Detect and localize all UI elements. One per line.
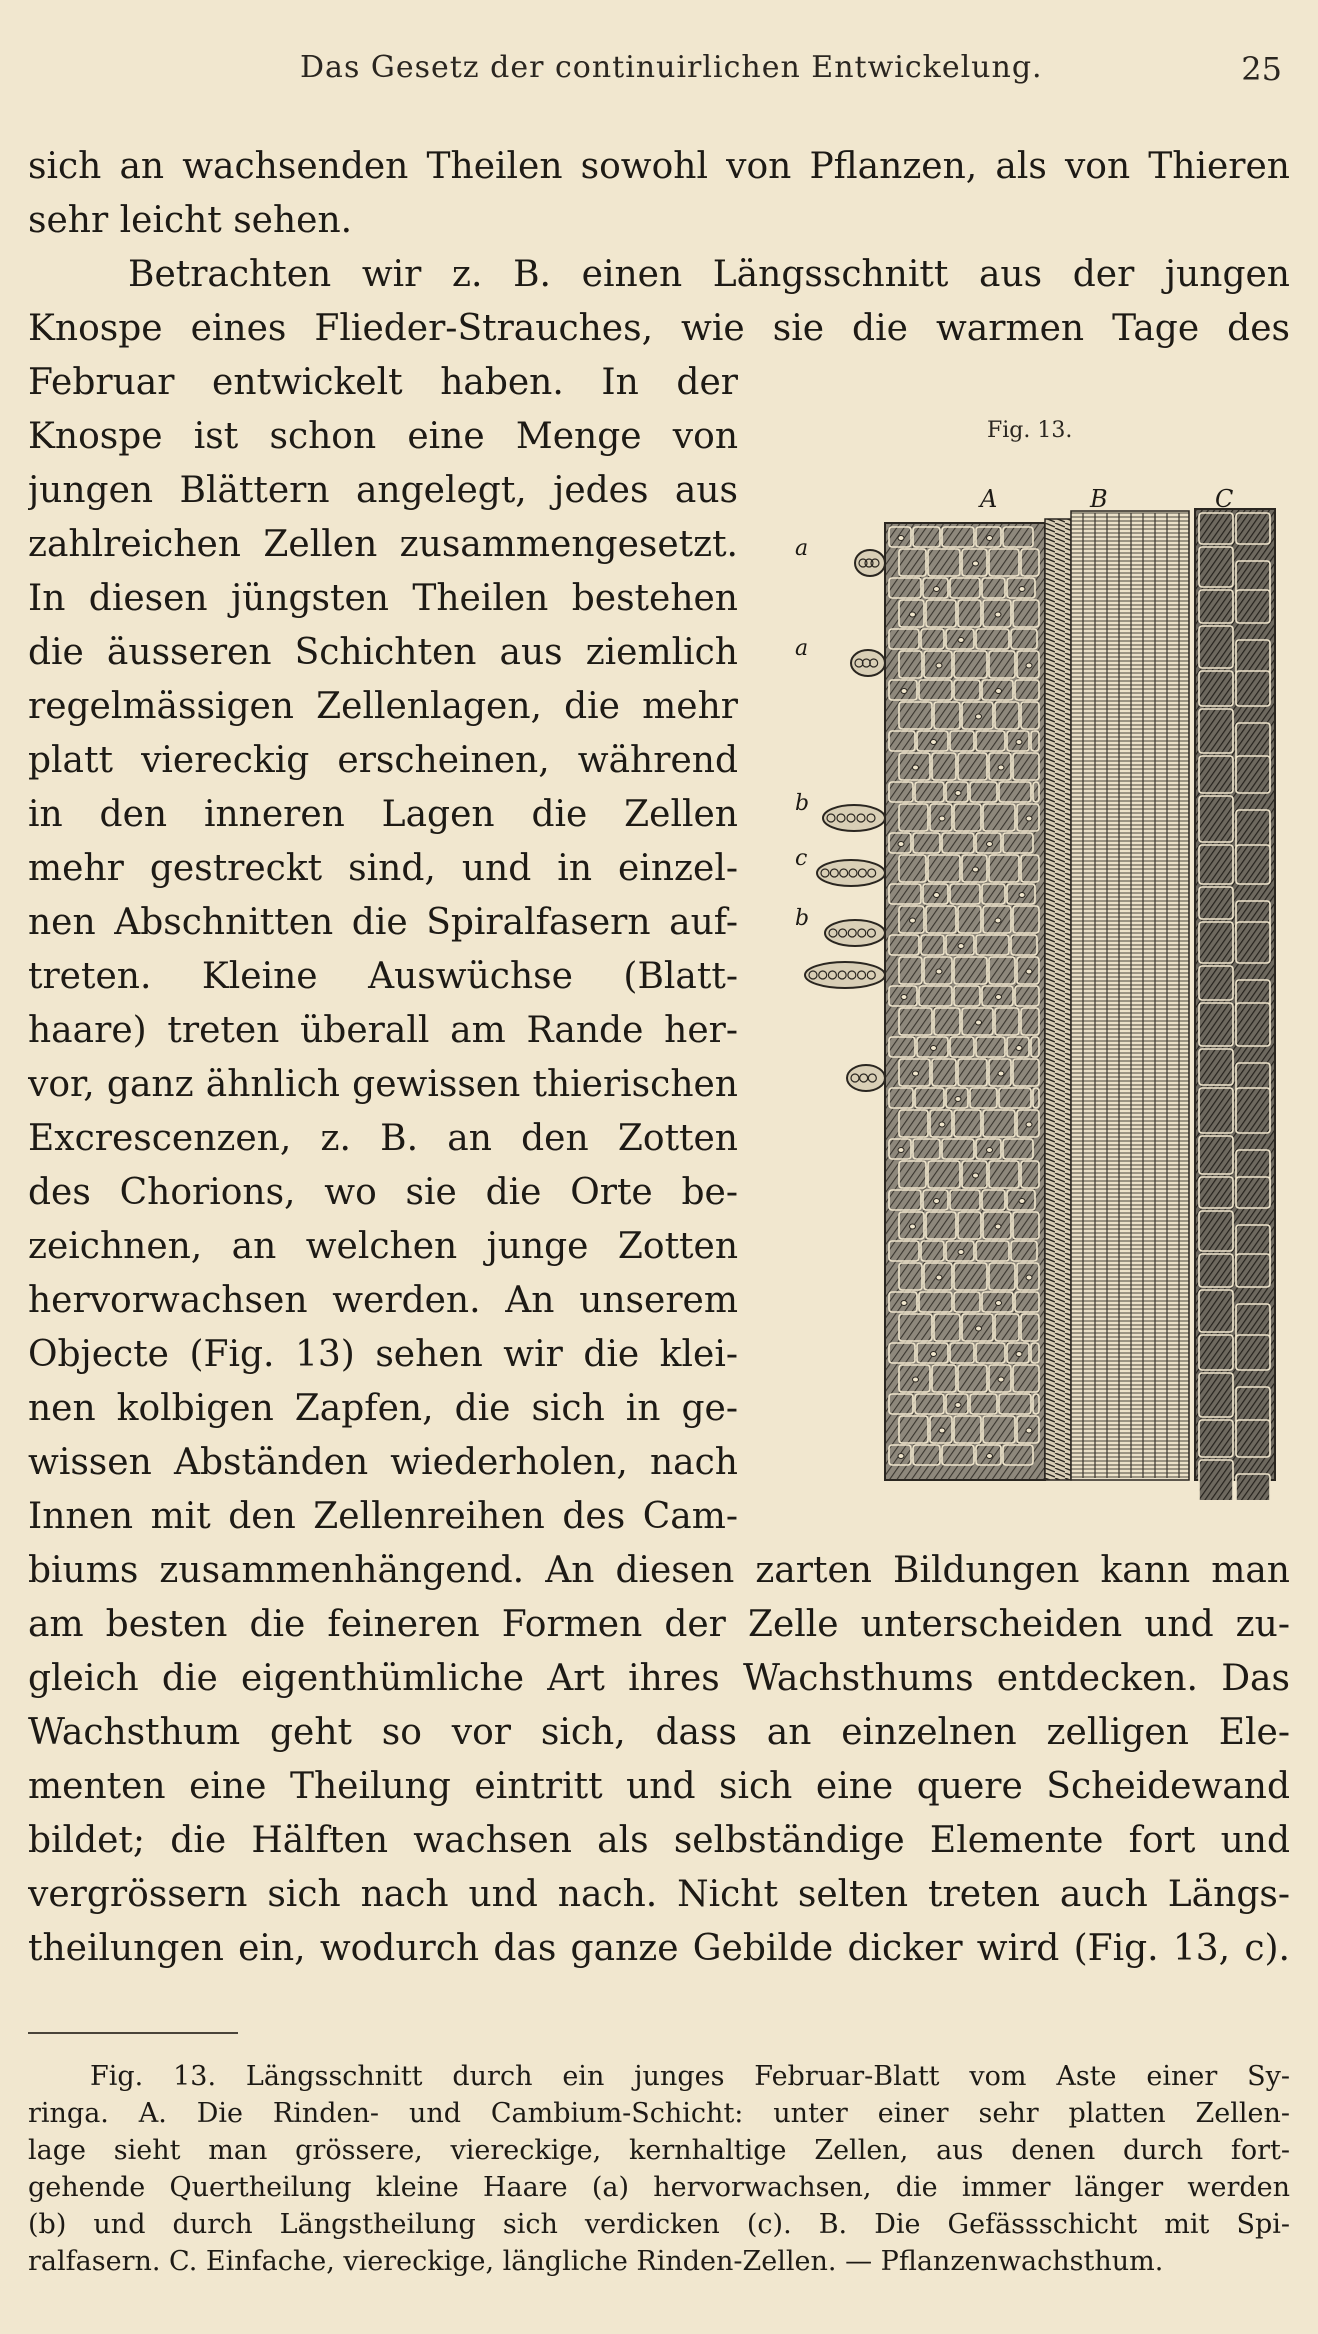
text-line: regelmässigen Zellenlagen, die mehr [28, 686, 738, 727]
page-number: 25 [1241, 50, 1282, 88]
leaf-hair [805, 962, 885, 988]
text-line: Knospe eines Flieder-Strauches, wie sie die warmen Tage des [28, 308, 1290, 349]
text-line: jungen Blättern angelegt, jedes aus [28, 470, 738, 511]
vascular-layer-b [1045, 511, 1189, 1480]
text-line: platt viereckig erscheinen, während [28, 740, 738, 781]
leaf-hair [823, 805, 885, 831]
running-title: Das Gesetz der continuirlichen Entwickelung. [300, 50, 1043, 85]
figure-13 [795, 418, 1290, 1500]
figure-caption-label: Fig. 13. [987, 418, 1073, 443]
footnote-line: Fig. 13. Längsschnitt durch ein junges Februar-Blatt vom Aste einer Sy- [90, 2061, 1290, 2092]
text-line: sich an wachsenden Theilen sowohl von Pflanzen, als von Thieren [28, 146, 1290, 187]
text-line: theilungen ein, wodurch das ganze Gebilde dicker wird (Fig. 13, c). [28, 1928, 1290, 1969]
text-line: wissen Abständen wiederholen, nach [28, 1442, 738, 1483]
footnote-rule [28, 2032, 238, 2034]
text-line: haare) treten überall am Rande her- [28, 1010, 738, 1051]
figure-column-label: A [980, 485, 998, 513]
text-line: Wachsthum geht so vor sich, dass an einzelnen zelligen Ele- [28, 1712, 1290, 1753]
footnote [28, 2058, 1290, 2280]
footnote-line: ralfasern. C. Einfache, viereckige, längliche Rinden-Zellen. — Pflanzenwachsthum. [28, 2246, 1164, 2277]
text-line: mehr gestreckt sind, und in einzel- [28, 848, 738, 889]
text-line: Knospe ist schon eine Menge von [28, 416, 738, 457]
text-line: Februar entwickelt haben. In der [28, 362, 738, 403]
text-line: hervorwachsen werden. An unserem [28, 1280, 738, 1321]
text-line: zahlreichen Zellen zusammengesetzt. [28, 524, 738, 565]
text-line: In diesen jüngsten Theilen bestehen [28, 578, 738, 619]
text-line: zeichnen, an welchen junge Zotten [28, 1226, 738, 1267]
leaf-hairs [805, 550, 885, 1091]
figure-column-label: C [1215, 485, 1234, 513]
footnote-line: gehende Quertheilung kleine Haare (a) hervorwachsen, die immer länger werden [28, 2172, 1290, 2203]
text-line: nen kolbigen Zapfen, die sich in ge- [28, 1388, 738, 1429]
footnote-line: lage sieht man grössere, viereckige, kernhaltige Zellen, aus denen durch fort- [28, 2135, 1290, 2166]
text-line: des Chorions, wo sie die Orte be- [28, 1172, 738, 1213]
text-line: die äusseren Schichten aus ziemlich [28, 632, 738, 673]
text-line: am besten die feineren Formen der Zelle unterscheiden und zu- [28, 1604, 1290, 1645]
text-line: sehr leicht sehen. [28, 200, 353, 241]
text-line: Innen mit den Zellenreihen des Cam- [28, 1496, 738, 1537]
figure-hair-label: b [795, 906, 810, 931]
text-line: nen Abschnitten die Spiralfasern auf- [28, 902, 738, 943]
text-line: biums zusammenhängend. An diesen zarten Bildungen kann man [28, 1550, 1290, 1591]
leaf-hair [847, 1065, 885, 1091]
leaf-hair [851, 650, 885, 676]
cambium-layer-a [885, 523, 1045, 1480]
figure-column-label: B [1090, 485, 1108, 513]
leaf-hair [817, 860, 885, 886]
text-line: vor, ganz ähnlich gewissen thierischen [28, 1064, 738, 1105]
text-line: bildet; die Hälften wachsen als selbständige Elemente fort und [28, 1820, 1290, 1861]
footnote-line: (b) und durch Längstheilung sich verdicken (c). B. Die Gefässschicht mit Spi- [28, 2209, 1290, 2240]
footnote-line: ringa. A. Die Rinden- und Cambium-Schicht: unter einer sehr platten Zellen- [28, 2098, 1290, 2129]
leaf-hair [855, 550, 885, 576]
figure-hair-label: c [795, 846, 808, 871]
text-line: Betrachten wir z. B. einen Längsschnitt aus der jungen [128, 254, 1290, 295]
text-line: in den inneren Lagen die Zellen [28, 794, 738, 835]
text-line: gleich die eigenthümliche Art ihres Wachsthums entdecken. Das [28, 1658, 1290, 1699]
text-line: Excrescenzen, z. B. an den Zotten [28, 1118, 738, 1159]
figure-hair-label: a [795, 536, 809, 561]
plant-tissue-illustration [795, 463, 1290, 1500]
text-line: treten. Kleine Auswüchse (Blatt- [28, 956, 738, 997]
cortex-layer-c [1195, 509, 1275, 1500]
leaf-hair [825, 920, 885, 946]
text-line: menten eine Theilung eintritt und sich eine quere Scheidewand [28, 1766, 1290, 1807]
text-line: Objecte (Fig. 13) sehen wir die klei- [28, 1334, 738, 1375]
running-head [0, 50, 1318, 100]
figure-hair-label: a [795, 636, 809, 661]
figure-hair-label: b [795, 791, 810, 816]
text-line: vergrössern sich nach und nach. Nicht selten treten auch Längs- [28, 1874, 1290, 1915]
